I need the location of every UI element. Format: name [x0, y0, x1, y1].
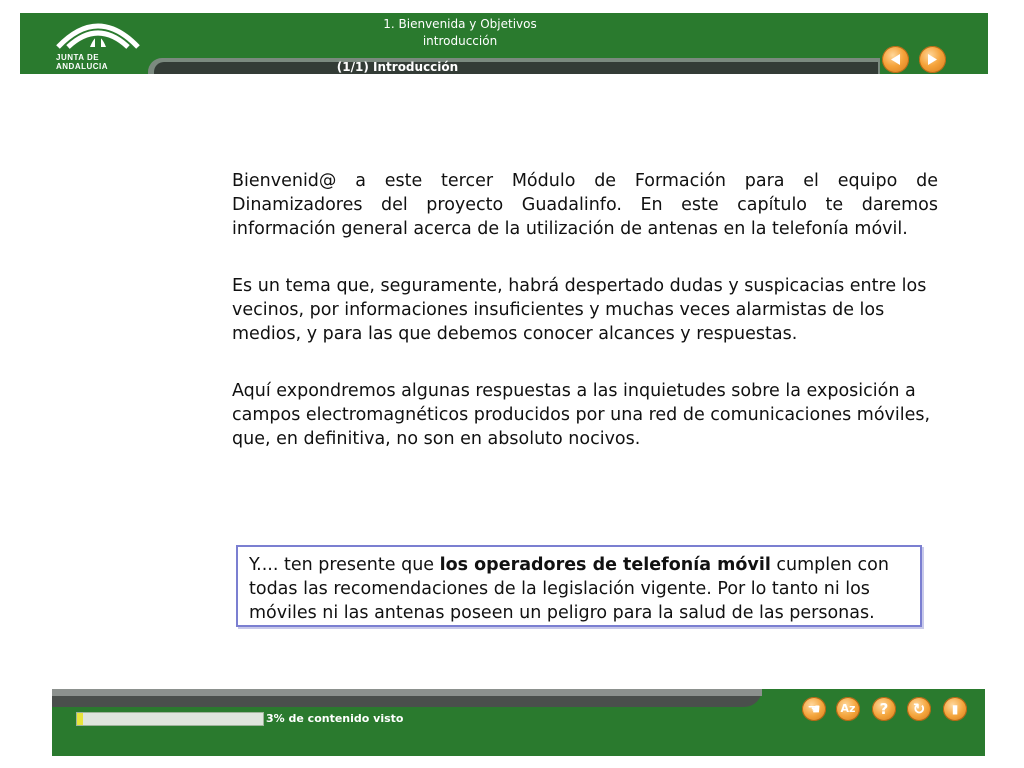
logo-text: JUNTA DE ANDALUCIA: [56, 53, 109, 71]
glossary-button[interactable]: [836, 697, 862, 723]
note-prefix: Y.... ten presente que: [249, 555, 440, 575]
purpose-paragraph: Aquí expondremos algunas respuestas a las inquietudes sobre la exposición a campos electromagnéticos producidos por una red de comunicaciones móviles, que, en definitiva, no son en absoluto nocivos.: [232, 381, 931, 449]
intro-paragraph: Bienvenid@ a este tercer Módulo de Formación para el equipo de Dinamizadores del proyecto Guadalinfo. En este capítulo te daremos información general acerca de la utilización de antenas en la telefonía móvil.: [232, 171, 938, 239]
help-button[interactable]: [872, 697, 898, 723]
page-indicator: (1/1) Introducción: [336, 60, 459, 74]
header-bar: [20, 13, 988, 74]
arrow-left-icon: [889, 53, 902, 66]
note-suffix: cumplen con todas las recomendaciones de la legislación vigente. Por lo tanto ni los móviles ni las antenas poseen un peligro para la salud de las personas.: [249, 555, 889, 623]
refresh-icon: ↻: [912, 700, 926, 718]
exit-button[interactable]: [943, 697, 969, 723]
note-bold: los operadores de telefonía móvil: [439, 555, 771, 575]
progress-fill: [77, 713, 83, 725]
context-paragraph: Es un tema que, seguramente, habrá despertado dudas y suspicacias entre los vecinos, por informaciones insuficientes y muchas veces alarmistas de los medios, y para las que debemos conocer alcances y respuestas.: [232, 276, 927, 344]
progress-bar: [76, 712, 264, 726]
footer-bar: [52, 689, 985, 756]
pointer-button[interactable]: [802, 697, 828, 723]
restart-button[interactable]: [907, 697, 933, 723]
highlight-note-box: [236, 545, 922, 627]
next-page-button[interactable]: [919, 46, 946, 73]
section-title: 1. Bienvenida y Objetivos: [383, 17, 537, 31]
previous-page-button[interactable]: [882, 46, 909, 73]
hand-pointer-icon: ☚: [807, 700, 821, 718]
note-text: [249, 553, 909, 625]
exit-door-icon: ▮: [951, 702, 959, 716]
main-content: [232, 169, 938, 484]
footer-top-stripe: [52, 689, 762, 696]
help-icon: ?: [879, 700, 889, 718]
arrow-right-icon: [926, 53, 939, 66]
glossary-az-icon: Az: [840, 702, 856, 715]
section-subtitle: introducción: [422, 34, 498, 48]
progress-label: 3% de contenido visto: [266, 712, 404, 725]
junta-andalucia-logo: [20, 13, 148, 74]
page-tab-bar-inner: [154, 62, 878, 74]
